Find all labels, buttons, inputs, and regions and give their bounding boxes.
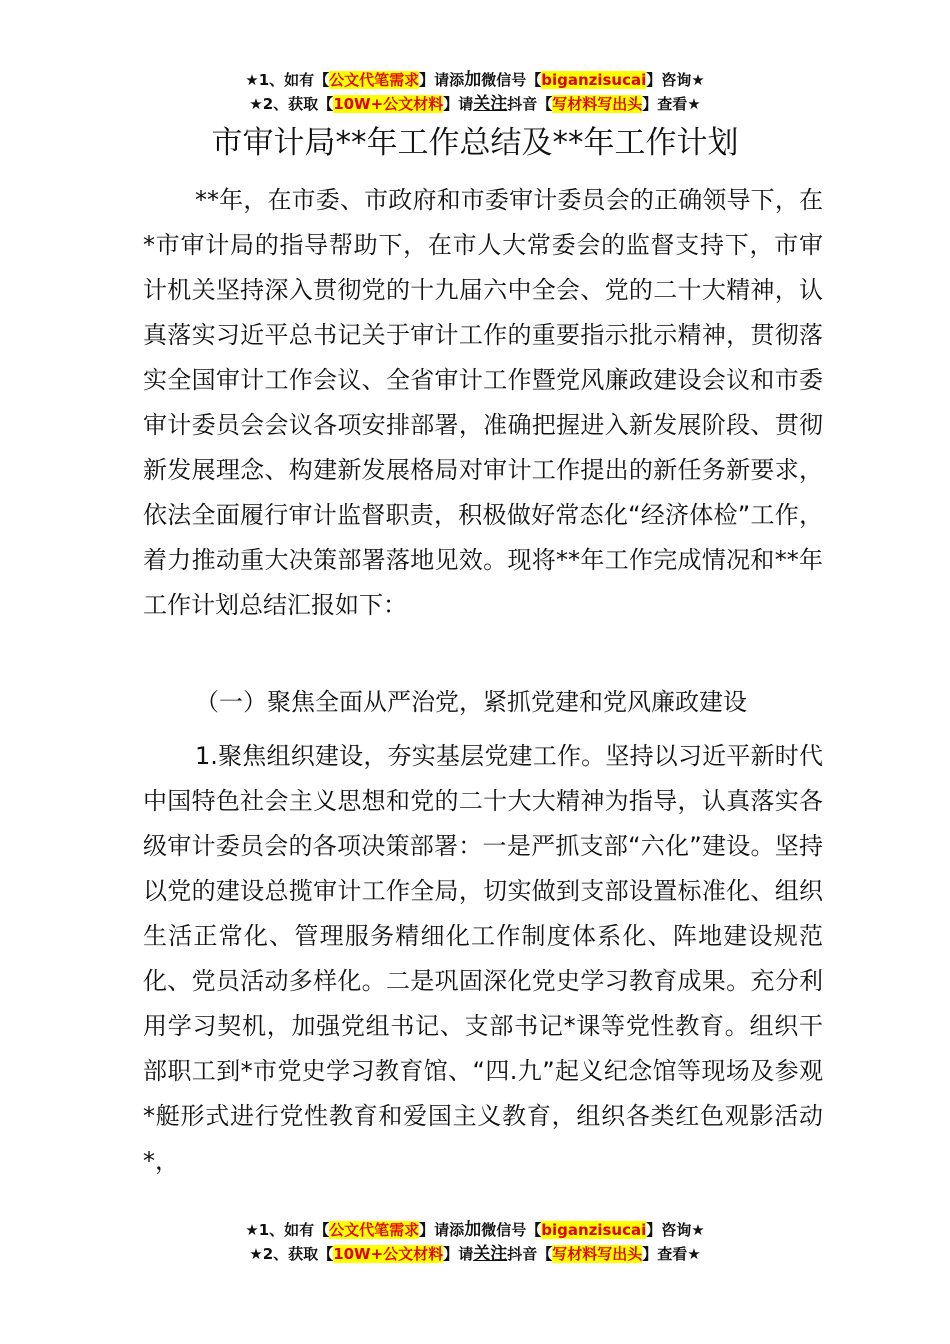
promo-text: 】请 — [443, 1245, 474, 1263]
promo-banner-top — [0, 68, 950, 116]
promo-text: 】咨询★ — [646, 1221, 705, 1239]
promo-line-1 — [0, 1218, 950, 1242]
section-heading: （一）聚焦全面从严治党，紧抓党建和党风廉政建设 — [195, 688, 747, 716]
promo-highlight: 公文代笔需求 — [329, 1221, 420, 1239]
promo-text: ★1、如有【 — [245, 1221, 330, 1239]
promo-text: ★2、获取【 — [249, 1245, 334, 1263]
promo-text: 】查看★ — [642, 95, 701, 113]
promo-highlight: 公文代笔需求 — [329, 71, 420, 89]
promo-line-2 — [0, 1242, 950, 1266]
promo-text: 】咨询★ — [646, 71, 705, 89]
promo-text: 微信号【 — [481, 71, 542, 89]
promo-text: 关注 — [473, 1244, 508, 1264]
promo-text: 】请添 — [419, 1221, 465, 1239]
promo-text: 微信号【 — [481, 1221, 542, 1239]
promo-text: 关注 — [473, 94, 508, 114]
intro-paragraph: **年，在市委、市政府和市委审计委员会的正确领导下，在*市审计局的指导帮助下，在市人大常委会的监督支持下，市审计机关坚持深入贯彻党的十九届六中全会、党的二十大精神，认真落实习近平总书记关于审计工作的重要指示批示精神，贯彻落实全国审计工作会议、全省审计工作暨党风廉政建设会议和市委审计委员会会议各项安排部署，准确把握进入新发展阶段、贯彻新发展理念、构建新发展格局对审计工作提出的新任务新要求，依法全面履行审计监督职责，积极做好常态化“经济体检”工作，着力推动重大决策部署落地见效。现将**年工作完成情况和**年工作计划总结汇报如下： — [143, 186, 823, 619]
promo-text: 】查看★ — [642, 1245, 701, 1263]
document-title: 市审计局**年工作总结及**年工作计划 — [211, 125, 739, 161]
promo-text: 抖音【 — [507, 1245, 553, 1263]
promo-text: 加 — [464, 70, 482, 90]
promo-text: ★1、如有【 — [245, 71, 330, 89]
promo-banner-bottom — [0, 1218, 950, 1266]
promo-highlight: 10W+公文材料 — [333, 1245, 444, 1263]
promo-line-2 — [0, 92, 950, 116]
promo-line-1 — [0, 68, 950, 92]
promo-text: ★2、获取【 — [249, 95, 334, 113]
wechat-id-highlight: biganzisucai — [541, 1221, 647, 1239]
promo-text: 加 — [464, 1220, 482, 1240]
section-paragraph: 1.聚焦组织建设，夯实基层党建工作。坚持以习近平新时代中国特色社会主义思想和党的二十大大精神为指导，认真落实各级审计委员会的各项决策部署：一是严抓支部“六化”建设。坚持以党的建设总揽审计工作全局，切实做到支部设置标准化、组织生活正常化、管理服务精细化工作制度体系化、阵地建设规范化、党员活动多样化。二是巩固深化党史学习教育成果。充分利用学习契机，加强党组书记、支部书记*课等党性教育。组织干部职工到*市党史学习教育馆、“四.九”起义纪念馆等现场及参观*艇形式进行党性教育和爱国主义教育，组织各类红色观影活动*， — [143, 742, 823, 1175]
wechat-id-highlight: biganzisucai — [541, 71, 647, 89]
promo-highlight: 10W+公文材料 — [333, 95, 444, 113]
promo-text: 】请添 — [419, 71, 465, 89]
douyin-id-highlight: 写材料写出头 — [552, 95, 643, 113]
promo-text: 】请 — [443, 95, 474, 113]
douyin-id-highlight: 写材料写出头 — [552, 1245, 643, 1263]
promo-text: 抖音【 — [507, 95, 553, 113]
